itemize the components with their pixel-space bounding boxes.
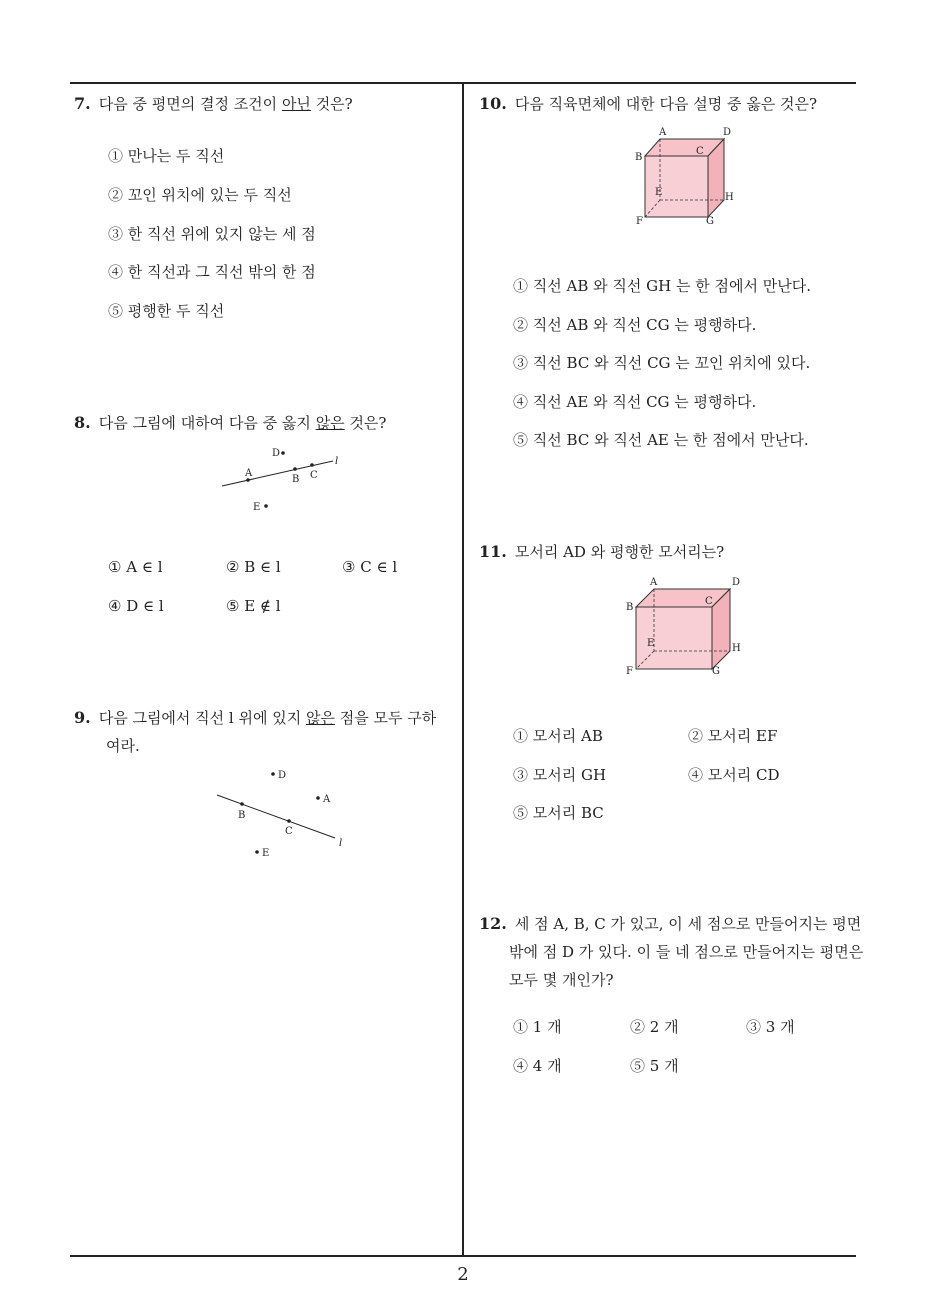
q10-option-4[interactable]: ④ 직선 AE 와 직선 CG 는 평행하다. — [513, 393, 757, 411]
label-b: B — [292, 474, 300, 485]
q8-option-2[interactable]: ② B ∈ l — [226, 558, 281, 576]
column-divider — [462, 82, 464, 1256]
q7-option-4[interactable]: ④ 한 직선과 그 직선 밖의 한 점 — [108, 263, 316, 281]
label-l: l — [339, 838, 343, 849]
question-7: 7. 다음 중 평면의 결정 조건이 아닌 것은? — [74, 94, 353, 113]
label-l: l — [335, 456, 339, 467]
label-c: C — [705, 596, 713, 607]
q11-option-2[interactable]: ② 모서리 EF — [688, 727, 778, 745]
question-12: 12. 세 점 A, B, C 가 있고, 이 세 점으로 만들어지는 평면 밖에 점 D 가 있다. 이 들 네 점으로 만들어지는 평면은 모두 몇 개인가? — [479, 914, 864, 989]
label-a: A — [650, 577, 658, 588]
q8-figure — [215, 442, 355, 517]
label-g: G — [712, 666, 720, 677]
question-number: 7. — [74, 94, 91, 113]
label-e: E — [647, 638, 655, 649]
point-b — [240, 802, 244, 806]
label-e: E — [655, 187, 663, 198]
q12-option-4[interactable]: ④ 4 개 — [513, 1057, 562, 1075]
question-8: 8. 다음 그림에 대하여 다음 중 옳지 않은 것은? — [74, 413, 387, 432]
label-e: E — [262, 848, 270, 859]
q10-option-3[interactable]: ③ 직선 BC 와 직선 CG 는 꼬인 위치에 있다. — [513, 354, 811, 372]
q11-option-5[interactable]: ⑤ 모서리 BC — [513, 804, 604, 822]
label-e: E — [253, 502, 261, 513]
question-number: 12. — [479, 914, 507, 933]
q8-option-5[interactable]: ⑤ E ∉ l — [226, 597, 281, 615]
page-number: 2 — [457, 1264, 469, 1285]
question-11: 11. 모서리 AD 와 평행한 모서리는? — [479, 542, 725, 561]
q10-option-2[interactable]: ② 직선 AB 와 직선 CG 는 평행하다. — [513, 316, 757, 334]
label-h: H — [725, 192, 734, 203]
q12-option-5[interactable]: ⑤ 5 개 — [630, 1057, 679, 1075]
bottom-rule — [70, 1255, 856, 1257]
label-b: B — [238, 810, 246, 821]
point-b — [293, 467, 297, 471]
q8-option-3[interactable]: ③ C ∈ l — [342, 558, 398, 576]
label-b: B — [626, 602, 634, 613]
question-10: 10. 다음 직육면체에 대한 다음 설명 중 옳은 것은? — [479, 94, 818, 113]
question-number: 8. — [74, 413, 91, 432]
label-b: B — [635, 152, 643, 163]
q12-option-2[interactable]: ② 2 개 — [630, 1018, 679, 1036]
q12-option-1[interactable]: ① 1 개 — [513, 1018, 562, 1036]
q10-cuboid-figure — [628, 124, 748, 229]
question-number: 9. — [74, 708, 91, 727]
q11-option-1[interactable]: ① 모서리 AB — [513, 727, 603, 745]
q11-option-4[interactable]: ④ 모서리 CD — [688, 766, 780, 784]
label-a: A — [245, 468, 253, 479]
q8-option-4[interactable]: ④ D ∈ l — [108, 597, 164, 615]
label-g: G — [706, 216, 714, 227]
label-h: H — [732, 643, 741, 654]
point-d — [271, 772, 275, 776]
label-c: C — [696, 146, 704, 157]
label-d: D — [278, 770, 287, 781]
label-f: F — [636, 216, 643, 227]
question-number: 11. — [479, 542, 507, 561]
label-c: C — [310, 470, 318, 481]
q9-figure — [210, 762, 360, 862]
point-a — [316, 796, 320, 800]
q7-option-1[interactable]: ① 만나는 두 직선 — [108, 147, 225, 165]
label-a: A — [659, 127, 667, 138]
q8-option-1[interactable]: ① A ∈ l — [108, 558, 163, 576]
q12-option-3[interactable]: ③ 3 개 — [746, 1018, 795, 1036]
label-f: F — [626, 666, 633, 677]
q7-option-5[interactable]: ⑤ 평행한 두 직선 — [108, 302, 225, 320]
label-d: D — [272, 448, 281, 459]
point-e — [264, 504, 268, 508]
point-c — [287, 819, 291, 823]
point-c — [310, 463, 314, 467]
q7-option-3[interactable]: ③ 한 직선 위에 있지 않는 세 점 — [108, 225, 316, 243]
q10-option-1[interactable]: ① 직선 AB 와 직선 GH 는 한 점에서 만난다. — [513, 277, 811, 295]
label-d: D — [723, 127, 732, 138]
question-number: 10. — [479, 94, 507, 113]
point-d — [281, 451, 285, 455]
line-l — [217, 795, 335, 838]
q11-option-3[interactable]: ③ 모서리 GH — [513, 766, 607, 784]
q7-option-2[interactable]: ② 꼬인 위치에 있는 두 직선 — [108, 186, 292, 204]
label-a: A — [323, 794, 331, 805]
label-d: D — [732, 577, 741, 588]
point-e — [255, 850, 259, 854]
question-9: 9. 다음 그림에서 직선 l 위에 있지 않은 점을 모두 구하 여라. — [74, 708, 437, 755]
q11-cuboid-figure — [620, 573, 750, 681]
q10-option-5[interactable]: ⑤ 직선 BC 와 직선 AE 는 한 점에서 만난다. — [513, 431, 809, 449]
label-c: C — [285, 826, 293, 837]
